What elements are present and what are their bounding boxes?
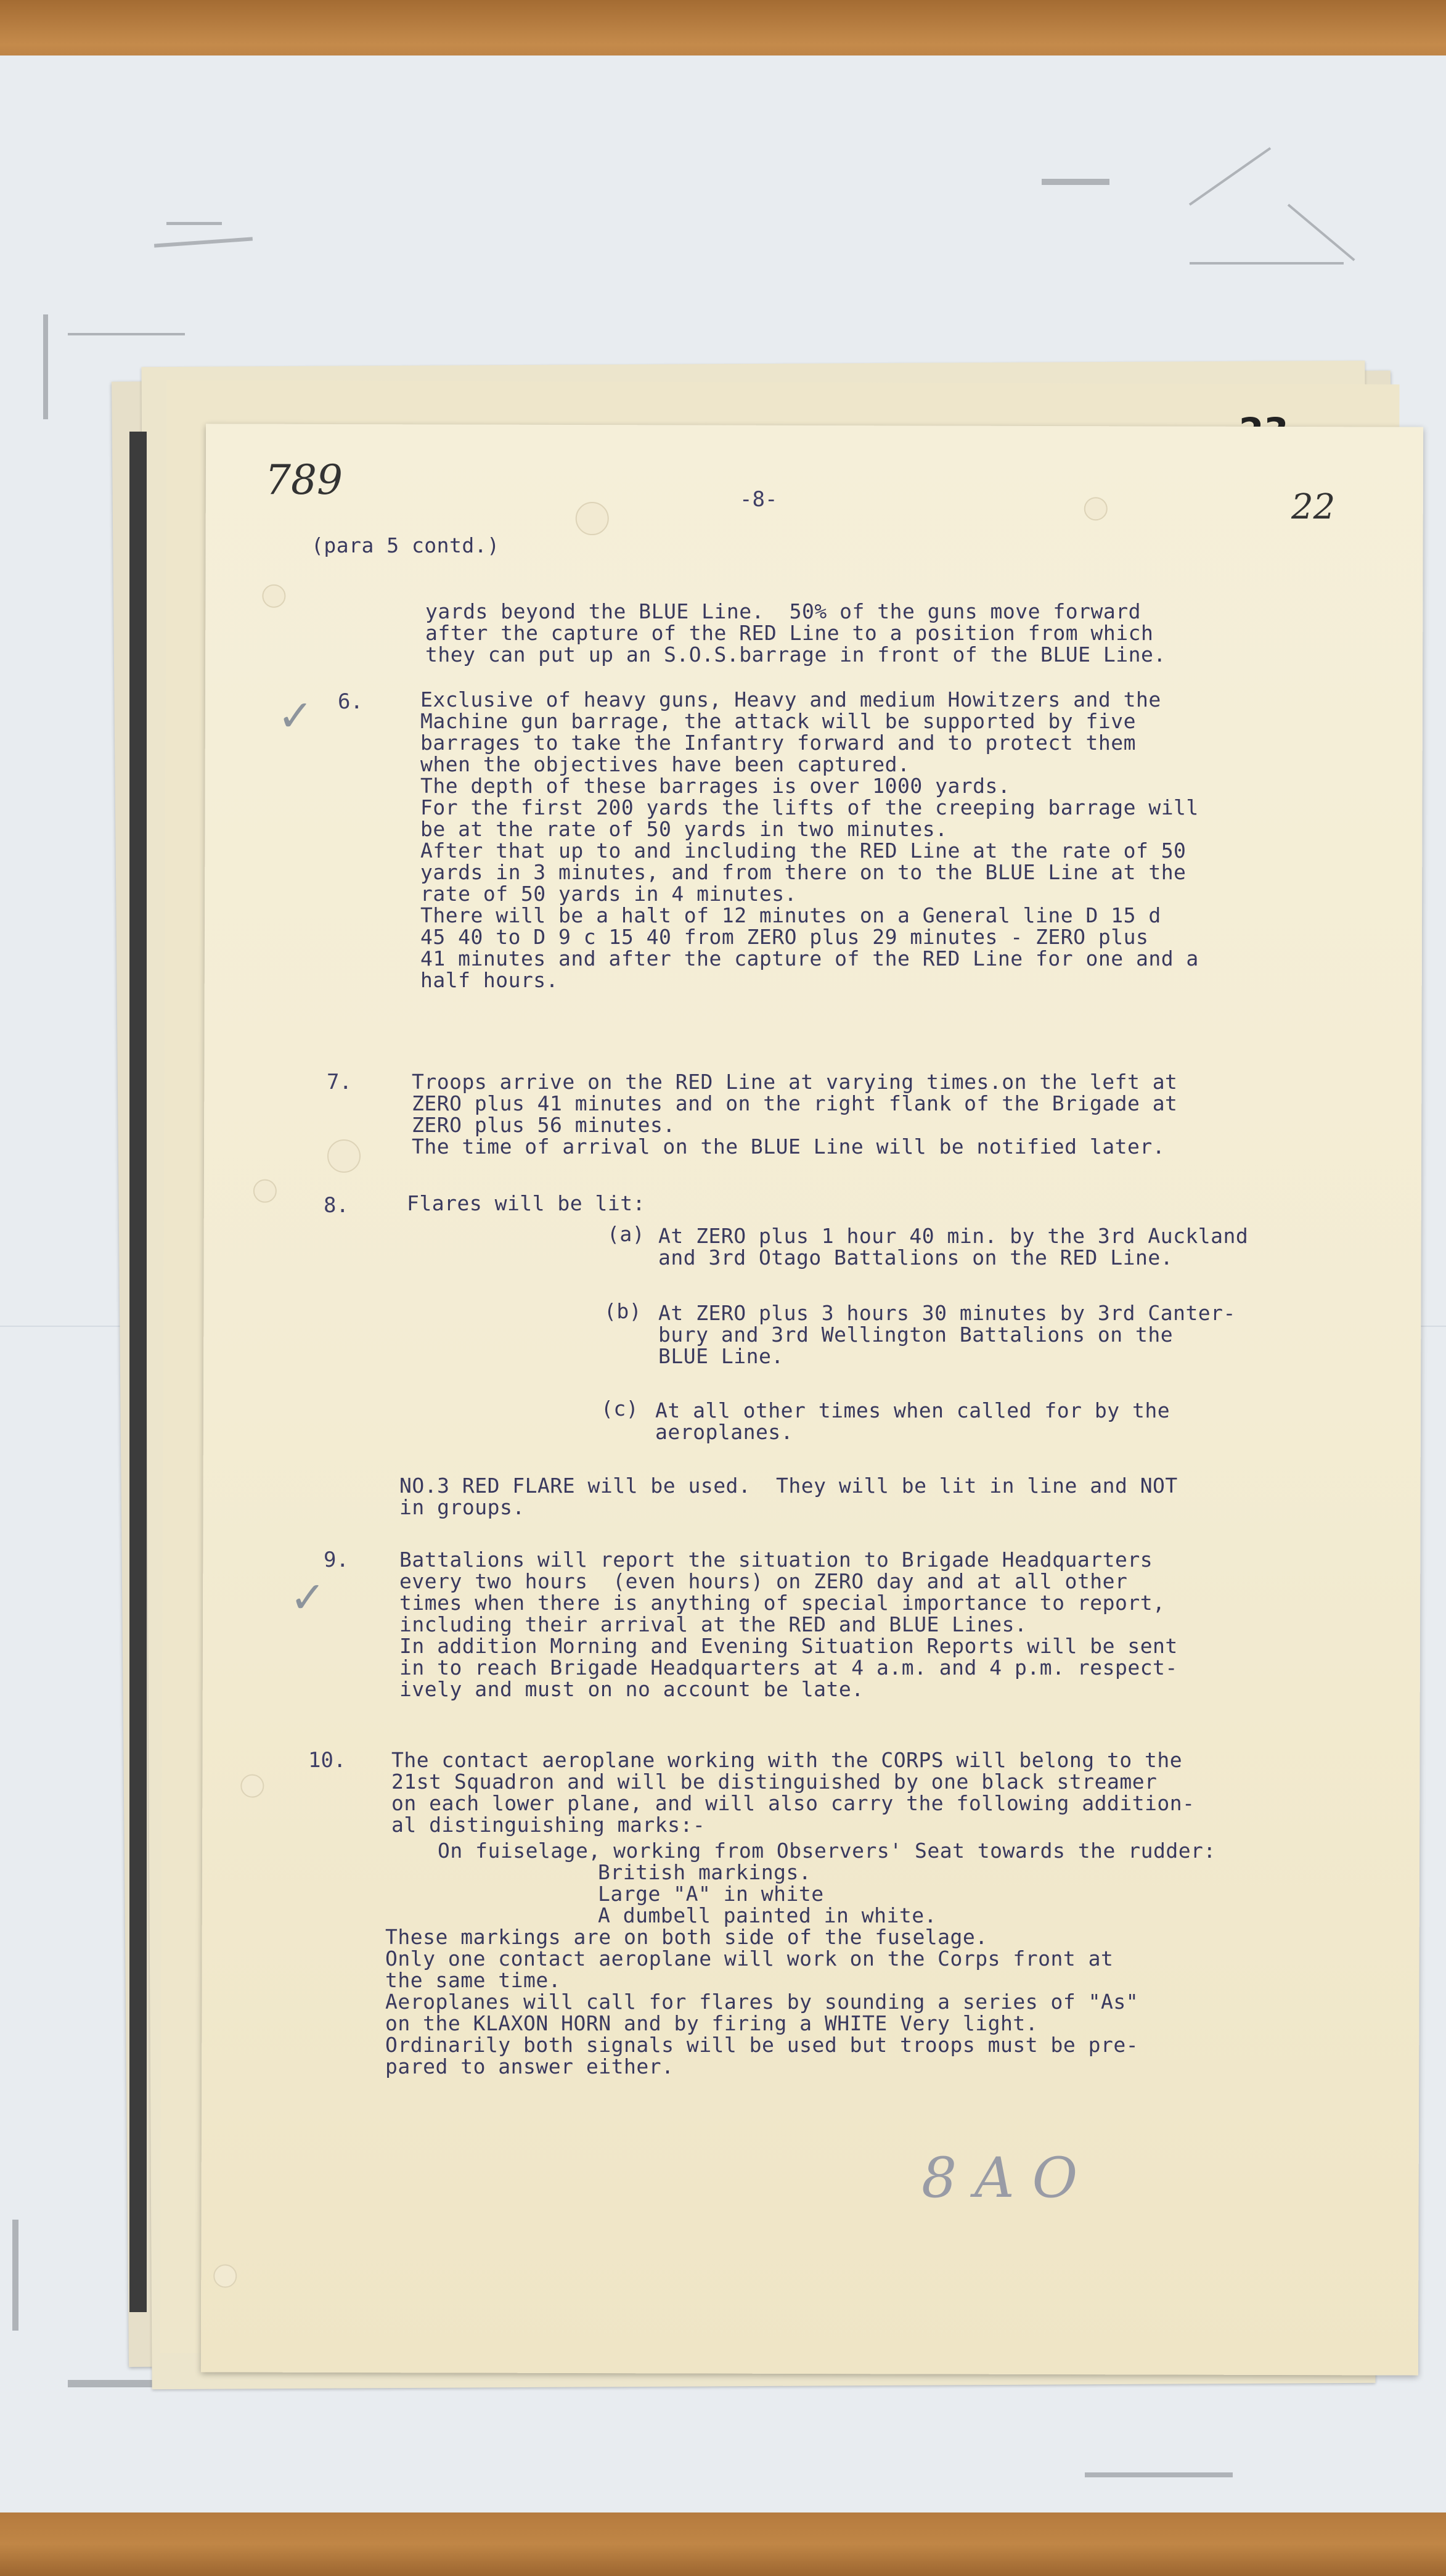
text-line: be at the rate of 50 yards in two minutes. [420, 817, 948, 841]
para-number: 7. [327, 1070, 352, 1094]
folder-edge [129, 432, 147, 2312]
marking-item: British markings. [598, 1860, 812, 1884]
text-line: they can put up an S.O.S.barrage in front of the BLUE Line. [425, 642, 1166, 667]
text-line: including their arrival at the RED and BLUE Lines. [399, 1612, 1027, 1636]
text-line: in to reach Brigade Headquarters at 4 a.m. and 4 p.m. respect- [399, 1655, 1178, 1680]
text-line: yards in 3 minutes, and from there on to the BLUE Line at the [420, 860, 1187, 884]
pencil-mark [1085, 2472, 1233, 2477]
text-line: Battalions will report the situation to Brigade Headquarters [399, 1548, 1153, 1572]
text-line: After that up to and including the RED Line at the rate of 50 [420, 839, 1187, 863]
text-line: Machine gun barrage, the attack will be supported by five [420, 709, 1136, 733]
text-line: when the objectives have been captured. [420, 752, 910, 776]
pencil-mark [68, 333, 185, 335]
text-line: The depth of these barrages is over 1000 yards. [420, 774, 1011, 798]
text-line: At ZERO plus 1 hour 40 min. by the 3rd Auckland [658, 1224, 1249, 1248]
text-line: yards beyond the BLUE Line. 50% of the guns move forward [425, 599, 1141, 623]
text-line: ZERO plus 56 minutes. [412, 1113, 676, 1137]
para-number: 8. [324, 1193, 349, 1218]
punch-hole [262, 585, 285, 608]
text-line: At ZERO plus 3 hours 30 minutes by 3rd Canter- [658, 1301, 1236, 1325]
text-line: barrages to take the Infantry forward and to protect them [420, 731, 1136, 755]
text-line: BLUE Line. [658, 1344, 784, 1368]
text-line: Aeroplanes will call for flares by sounding a series of "As" [385, 1990, 1139, 2014]
text-line: 45 40 to D 9 c 15 40 from ZERO plus 29 minutes - ZERO plus [420, 925, 1149, 949]
text-line: Ordinarily both signals will be used but troops must be pre- [385, 2033, 1139, 2057]
text-line: times when there is anything of special importance to report, [399, 1591, 1166, 1615]
para-number: 6. [338, 689, 363, 714]
file-number: 789 [265, 456, 343, 504]
pencil-tick: ✓ [290, 1572, 326, 1623]
para-number: 9. [324, 1548, 349, 1572]
text-line: Troops arrive on the RED Line at varying times.on the left at [412, 1070, 1178, 1094]
text-line: These markings are on both side of the fuselage. [385, 1925, 988, 1949]
text-line: and 3rd Otago Battalions on the RED Line. [658, 1245, 1174, 1270]
marking-item: Large "A" in white [598, 1882, 824, 1906]
pencil-mark [43, 314, 48, 419]
pencil-mark [12, 2220, 18, 2331]
text-line: ZERO plus 41 minutes and on the right flank of the Brigade at [412, 1091, 1178, 1115]
punch-hole [327, 1139, 361, 1173]
text-line: al distinguishing marks:- [391, 1813, 706, 1837]
text-line: At all other times when called for by the [655, 1398, 1170, 1422]
text-line: There will be a halt of 12 minutes on a General line D 15 d [420, 903, 1161, 927]
pencil-mark [1042, 179, 1109, 185]
text-line: half hours. [420, 968, 559, 992]
text-line: Exclusive of heavy guns, Heavy and medium Howitzers and the [420, 687, 1161, 712]
text-line: on each lower plane, and will also carry the following addition- [391, 1791, 1195, 1815]
continuation-note: (para 5 contd.) [311, 533, 500, 557]
text-line: every two hours (even hours) on ZERO day and at all other [399, 1569, 1128, 1593]
punch-hole [1084, 497, 1108, 520]
desk-surface-bottom [0, 2512, 1446, 2576]
pencil-signature: 8 A O [921, 2146, 1078, 2210]
para-number: 10. [308, 1748, 346, 1773]
text-line: Only one contact aeroplane will work on the Corps front at [385, 1946, 1114, 1971]
para8-intro: Flares will be lit: [407, 1191, 645, 1215]
text-line: On fuiselage, working from Observers' Seat towards the rudder: [438, 1839, 1216, 1863]
punch-hole [253, 1179, 277, 1203]
item-label: (a) [607, 1222, 645, 1246]
punch-hole [240, 1774, 264, 1798]
text-line: 21st Squadron and will be distinguished by one black streamer [391, 1770, 1158, 1794]
text-line: on the KLAXON HORN and by firing a WHITE Very light. [385, 2011, 1039, 2035]
text-line: the same time. [385, 1968, 562, 1992]
text-line: The contact aeroplane working with the CORPS will belong to the [391, 1748, 1183, 1772]
text-line: after the capture of the RED Line to a position from which [425, 621, 1154, 645]
text-line: rate of 50 yards in 4 minutes. [420, 882, 798, 906]
text-line: pared to answer either. [385, 2054, 674, 2078]
text-line: In addition Morning and Evening Situation Reports will be sent [399, 1634, 1178, 1658]
item-label: (c) [601, 1397, 639, 1421]
page-number: 22 [1291, 487, 1336, 527]
punch-hole [576, 502, 609, 535]
pencil-tick: ✓ [277, 691, 314, 741]
marking-item: A dumbell painted in white. [598, 1903, 937, 1927]
pencil-mark [166, 222, 222, 225]
text-line: in groups. [399, 1495, 525, 1519]
text-line: 41 minutes and after the capture of the RED Line for one and a [420, 946, 1199, 970]
pencil-mark [1190, 262, 1344, 265]
text-line: aeroplanes. [655, 1420, 794, 1444]
page-marker: -8- [740, 487, 778, 512]
text-line: For the first 200 yards the lifts of the creeping barrage will [420, 795, 1199, 819]
text-line: bury and 3rd Wellington Battalions on the [658, 1323, 1174, 1347]
text-line: NO.3 RED FLARE will be used. They will be lit in line and NOT [399, 1474, 1178, 1498]
text-line: The time of arrival on the BLUE Line will be notified later. [412, 1134, 1166, 1159]
text-line: ively and must on no account be late. [399, 1677, 864, 1701]
item-label: (b) [604, 1299, 642, 1323]
punch-hole [213, 2264, 237, 2287]
